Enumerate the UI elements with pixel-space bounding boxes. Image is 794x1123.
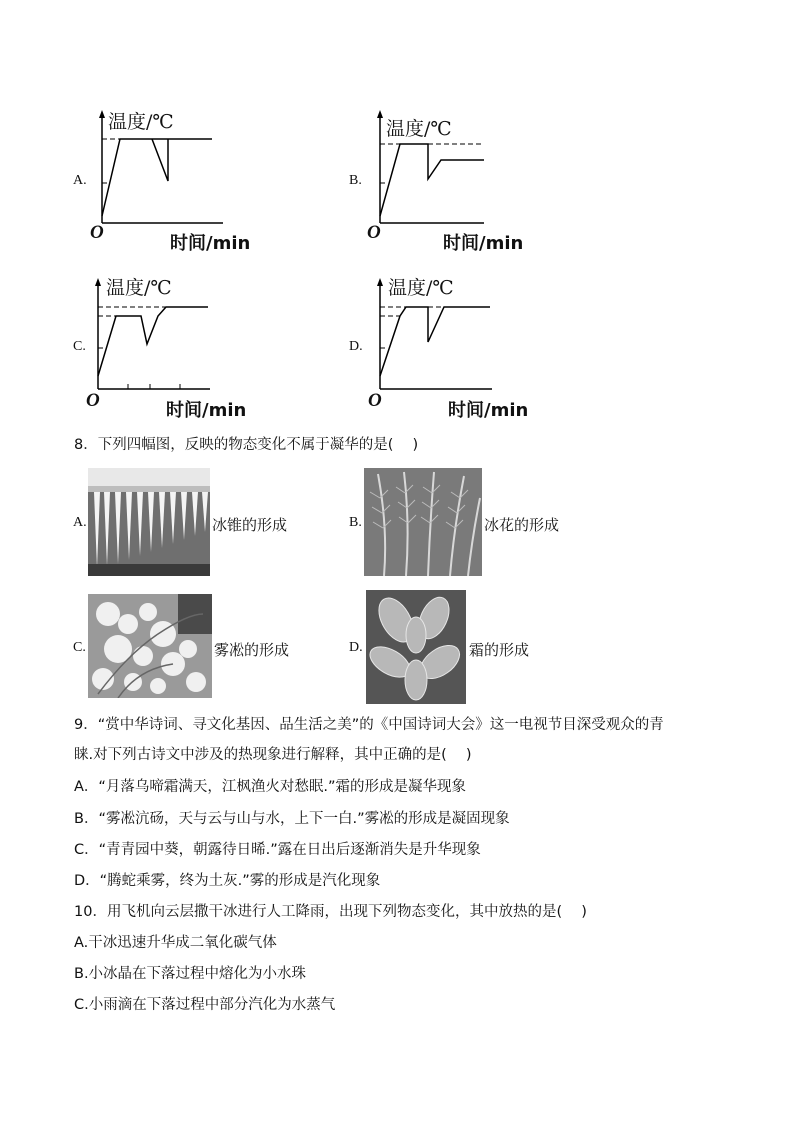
q9-option-b: B．“雾凇沆砀，天与云与山与水，上下一白.”雾凇的形成是凝固现象	[74, 811, 510, 827]
q10-option-a: A.干冰迅速升华成二氧化碳气体	[74, 935, 277, 951]
frost-leaves-image	[366, 590, 466, 704]
heating-curve	[380, 144, 484, 216]
q8-option-b-caption: 冰花的形成	[484, 516, 560, 534]
frost-leaves-photo	[366, 590, 466, 704]
option-label-b: B.	[349, 173, 362, 188]
q8-stem: 8．下列四幅图，反映的物态变化不属于凝华的是( )	[74, 437, 419, 453]
icicles-image	[88, 468, 210, 576]
ice-flower-photo	[364, 468, 482, 576]
graph-d-xlabel: 时间/min	[448, 400, 529, 421]
heating-curve	[380, 307, 490, 376]
graph-a-xlabel: 时间/min	[170, 233, 251, 254]
q9-stem-line1: 9．“赏中华诗词、寻文化基因、品生活之美”的《中国诗词大会》这一电视节目深受观众的青	[74, 717, 664, 733]
option-label-a: A.	[73, 173, 87, 188]
graph-c-ylabel: 温度/℃	[106, 277, 172, 299]
q10-option-b: B.小冰晶在下落过程中熔化为小水珠	[74, 966, 307, 982]
y-axis-arrow	[95, 278, 101, 286]
rime-photo	[88, 594, 212, 698]
q8-option-d-caption: 霜的形成	[469, 641, 530, 659]
y-axis-arrow	[377, 110, 383, 118]
option-label-c: C.	[73, 339, 86, 354]
graph-a-origin: O	[90, 222, 104, 243]
graph-d-origin: O	[368, 390, 382, 411]
q9-option-c: C．“青青园中葵，朝露待日晞.”露在日出后逐渐消失是升华现象	[74, 842, 481, 858]
q8-option-a-label: A.	[73, 515, 87, 530]
graph-b-ylabel: 温度/℃	[386, 118, 452, 140]
graph-c-origin: O	[86, 390, 100, 411]
icicles-photo	[88, 468, 210, 576]
heating-curve	[98, 307, 208, 376]
q8-option-a-caption: 冰锥的形成	[212, 516, 288, 534]
rime-image	[88, 594, 212, 698]
q8-option-b-label: B.	[349, 515, 362, 530]
graph-c-xlabel: 时间/min	[166, 400, 247, 421]
q9-option-d: D．“腾蛇乘雾，终为土灰.”雾的形成是汽化现象	[74, 873, 381, 889]
graph-d-ylabel: 温度/℃	[388, 277, 454, 299]
y-axis-arrow	[377, 278, 383, 286]
q10-option-c: C.小雨滴在下落过程中部分汽化为水蒸气	[74, 997, 336, 1013]
q9-stem-line2: 睐.对下列古诗文中涉及的热现象进行解释，其中正确的是( )	[74, 747, 472, 763]
q8-option-c-caption: 雾凇的形成	[214, 641, 290, 659]
q9-option-a: A．“月落乌啼霜满天，江枫渔火对愁眠.”霜的形成是凝华现象	[74, 779, 467, 795]
option-label-d: D.	[349, 339, 363, 354]
ice-flower-image	[364, 468, 482, 576]
graph-a-ylabel: 温度/℃	[108, 111, 174, 133]
q8-option-c-label: C.	[73, 640, 86, 655]
q8-option-d-label: D.	[349, 640, 363, 655]
q10-stem: 10．用飞机向云层撒干冰进行人工降雨，出现下列物态变化，其中放热的是( )	[74, 904, 587, 920]
graph-b-origin: O	[367, 222, 381, 243]
y-axis-arrow	[99, 110, 105, 118]
cooling-dip	[152, 139, 168, 181]
graph-b-xlabel: 时间/min	[443, 233, 524, 254]
